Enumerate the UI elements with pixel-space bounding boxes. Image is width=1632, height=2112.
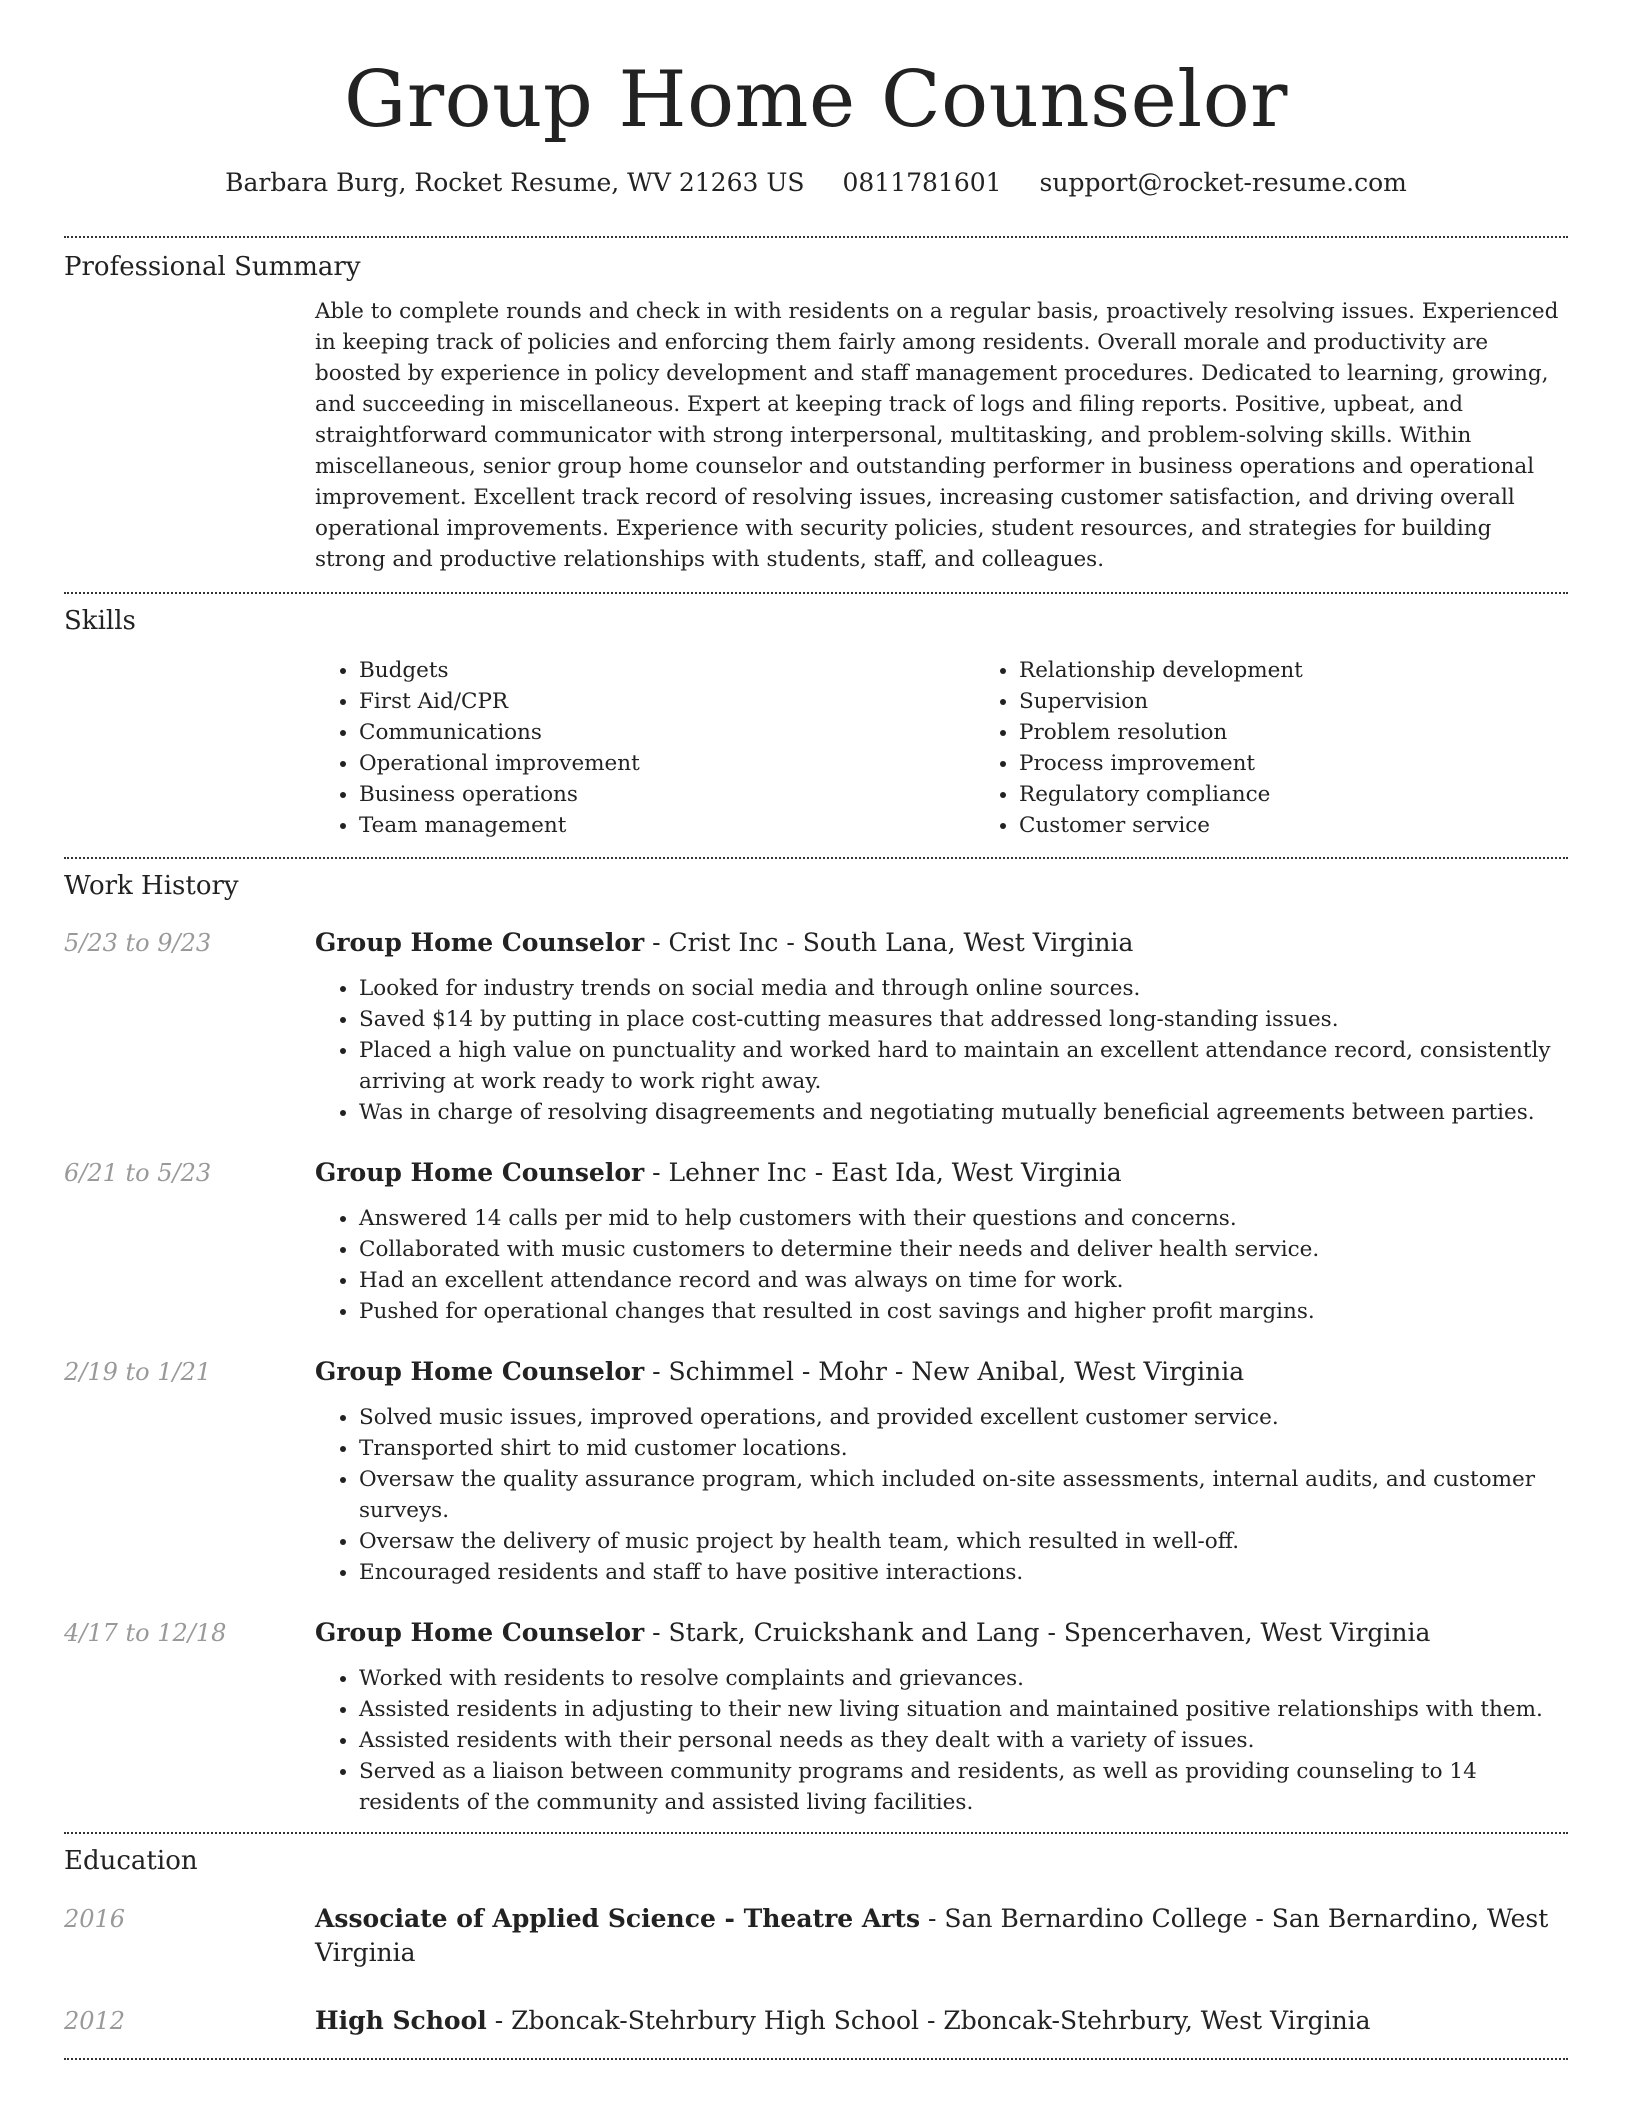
education-year: 2012 [64,2007,126,2035]
job-bullet: • Placed a high value on punctuality and worked hard to maintain an excellent attendance record, consistently arriving at work ready to work right away. [359,1035,1568,1097]
skills-list-right [975,655,1568,841]
summary-section [64,238,1568,575]
job-bullet: • Was in charge of resolving disagreements and negotiating mutually beneficial agreements between parties. [359,1097,1568,1128]
job-position: Group Home Counselor [315,928,645,957]
skills-section [64,594,1568,841]
skill-item: • First Aid/CPR [359,686,975,717]
education-year: 2016 [64,1905,126,1933]
skill-item: • Supervision [1019,686,1568,717]
job-position: Group Home Counselor [315,1357,645,1386]
education-details: - San Bernardino College - San Bernardino, West Virginia [315,1904,1549,1967]
education-heading [315,2004,1568,2038]
job-bullet: • Solved music issues, improved operations, and provided excellent customer service. [359,1402,1568,1433]
job-heading [315,1616,1568,1650]
education-entry [64,1902,1568,1970]
job-entry [64,1156,1568,1327]
job-bullets [315,973,1568,1128]
section-divider [64,2058,1568,2060]
summary-text: Able to complete rounds and check in with residents on a regular basis, proactively resolving issues. Experienced in keeping track of policies and enforcing them fairly among residents. Overall morale and productivity are boosted by experience in policy development and staff management procedures. Dedicated to learning, growing, and succeeding in miscellaneous. Expert at keeping track of logs and filing reports. Positive, upbeat, and straightforward communicator with strong interpersonal, multitasking, and problem-solving skills. Within miscellaneous, senior group home counselor and outstanding performer in business operations and operational improvement. Excellent track record of resolving issues, increasing customer satisfaction, and driving overall operational improvements. Experience with security policies, student resources, and strategies for building strong and productive relationships with students, staff, and colleagues. [315,299,1559,572]
skill-item: • Team management [359,810,975,841]
section-title-summary: Professional Summary [64,252,361,282]
skill-item: • Regulatory compliance [1019,779,1568,810]
job-position: Group Home Counselor [315,1158,645,1187]
job-details: - Schimmel - Mohr - New Anibal, West Virginia [644,1357,1245,1386]
job-entry [64,1355,1568,1588]
job-details: - Crist Inc - South Lana, West Virginia [644,928,1134,957]
job-entry [64,1616,1568,1818]
job-bullet: • Collaborated with music customers to determine their needs and deliver health service. [359,1234,1568,1265]
skill-item: • Communications [359,717,975,748]
job-bullets [315,1203,1568,1327]
job-bullet: • Pushed for operational changes that resulted in cost savings and higher profit margins. [359,1296,1568,1327]
education-entry [64,2004,1568,2038]
education-heading [315,1902,1568,1970]
education-degree: Associate of Applied Science - Theatre Arts [315,1904,921,1933]
job-bullet: • Transported shirt to mid customer locations. [359,1433,1568,1464]
job-bullet: • Had an excellent attendance record and was always on time for work. [359,1265,1568,1296]
job-bullet: • Assisted residents with their personal needs as they dealt with a variety of issues. [359,1725,1568,1756]
section-title-work-history: Work History [64,871,239,901]
job-bullet: • Saved $14 by putting in place cost-cutting measures that addressed long-standing issues. [359,1004,1568,1035]
section-title-skills: Skills [64,606,136,636]
job-heading [315,1355,1568,1389]
job-bullet: • Encouraged residents and staff to have positive interactions. [359,1557,1568,1588]
job-details: - Stark, Cruickshank and Lang - Spencerhaven, West Virginia [644,1618,1431,1647]
job-entry [64,926,1568,1128]
skill-item: • Problem resolution [1019,717,1568,748]
job-heading [315,926,1568,960]
skill-item: • Budgets [359,655,975,686]
skill-item: • Relationship development [1019,655,1568,686]
job-bullets [315,1402,1568,1588]
job-bullet: • Looked for industry trends on social media and through online sources. [359,973,1568,1004]
contact-email: support@rocket-resume.com [1039,168,1407,197]
skill-item: • Business operations [359,779,975,810]
resume-header [64,0,1568,200]
job-bullet: • Assisted residents in adjusting to their new living situation and maintained positive relationships with them. [359,1694,1568,1725]
job-heading [315,1156,1568,1190]
job-dates: 5/23 to 9/23 [64,929,212,957]
job-bullet: • Oversaw the quality assurance program, which included on-site assessments, internal audits, and customer surveys. [359,1464,1568,1526]
job-dates: 4/17 to 12/18 [64,1619,227,1647]
skill-item: • Customer service [1019,810,1568,841]
skill-item: • Process improvement [1019,748,1568,779]
job-bullet: • Answered 14 calls per mid to help customers with their questions and concerns. [359,1203,1568,1234]
job-bullets [315,1663,1568,1818]
education-degree: High School [315,2006,487,2035]
skill-item: • Operational improvement [359,748,975,779]
job-dates: 2/19 to 1/21 [64,1358,212,1386]
education-details: - Zboncak-Stehrbury High School - Zboncak-Stehrbury, West Virginia [486,2006,1371,2035]
job-bullet: • Served as a liaison between community programs and residents, as well as providing counseling to 14 residents of the community and assisted living facilities. [359,1756,1568,1818]
contact-line [64,166,1568,200]
education-section [64,1834,1568,2038]
job-details: - Lehner Inc - East Ida, West Virginia [644,1158,1122,1187]
page-title: Group Home Counselor [344,55,1288,145]
section-title-education: Education [64,1846,198,1876]
job-dates: 6/21 to 5/23 [64,1159,212,1187]
work-history-section [64,859,1568,1818]
job-bullet: • Oversaw the delivery of music project by health team, which resulted in well-off. [359,1526,1568,1557]
skills-list-left [315,655,975,841]
job-bullet: • Worked with residents to resolve complaints and grievances. [359,1663,1568,1694]
job-position: Group Home Counselor [315,1618,645,1647]
contact-address: Barbara Burg, Rocket Resume, WV 21263 US [225,168,805,197]
contact-phone: 0811781601 [842,168,1002,197]
